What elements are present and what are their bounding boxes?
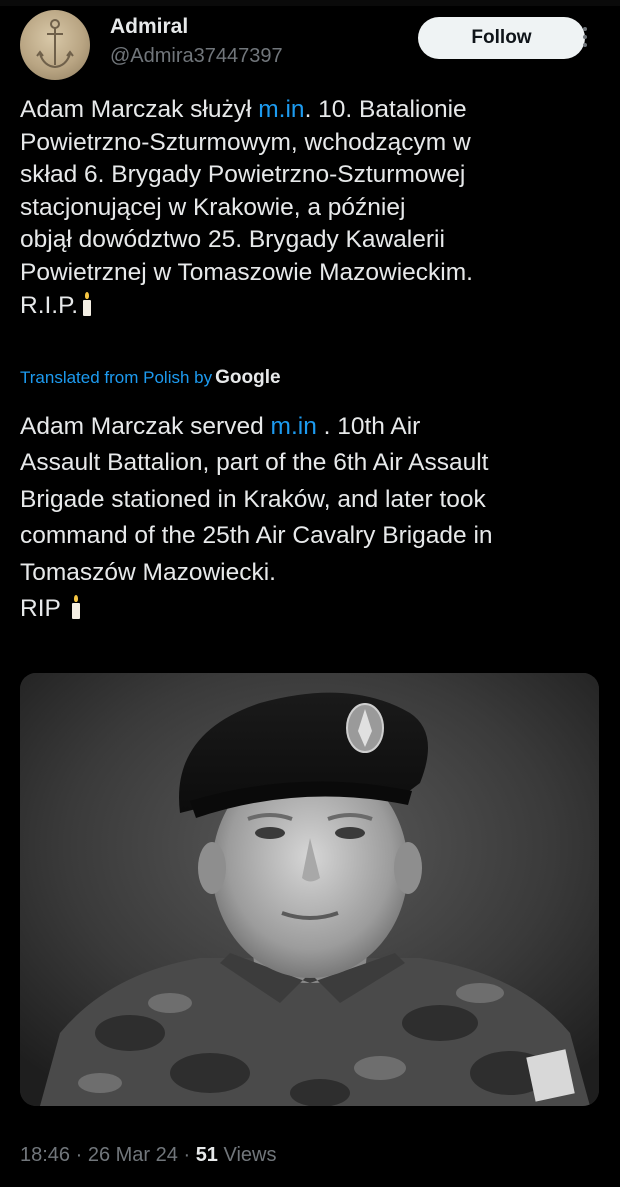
translation-part: Adam Marczak served [20, 413, 271, 440]
tweet-photo[interactable] [20, 673, 599, 1106]
author-handle[interactable]: @Admira37447397 [110, 45, 283, 67]
avatar[interactable] [20, 10, 90, 80]
google-logo-text: Google [215, 367, 281, 388]
meta-separator: · [70, 1144, 88, 1166]
tweet-time[interactable]: 18:46 [20, 1144, 71, 1166]
top-border [0, 0, 620, 6]
meta-separator: · [177, 1144, 196, 1166]
translation-part: . 10th Air Assault Battalion, part of the 6th Air Assault Brigade stationed in Kraków, and later took command of the 25th Air Cavalry Brigade in Tomaszów Mazowiecki. RIP [20, 413, 493, 623]
tweet-header [20, 10, 600, 80]
tweet-link[interactable]: m.in [258, 96, 305, 123]
translation-link[interactable]: m.in [270, 413, 317, 440]
tweet-translation-text [20, 409, 610, 627]
tweet-original-text [20, 94, 600, 322]
candle-icon [82, 292, 92, 316]
author-names [110, 14, 283, 69]
views-label: Views [217, 1144, 277, 1166]
tweet-text-part: Adam Marczak służył [20, 96, 259, 123]
views-count[interactable]: 51 [195, 1144, 218, 1166]
tweet-date[interactable]: 26 Mar 24 [87, 1144, 178, 1166]
portrait-photo [20, 673, 599, 1106]
translated-from-label[interactable]: Translated from Polish by [20, 368, 213, 387]
author-display-name[interactable]: Admiral [110, 15, 189, 38]
anchor-icon [20, 10, 90, 80]
more-options-icon[interactable] [578, 24, 592, 54]
translation-notice [20, 366, 281, 390]
candle-icon [71, 595, 81, 619]
tweet-text-part: . 10. Batalionie Powietrzno-Szturmowym, wchodzącym w skład 6. Brygady Powietrzno-Szturmowej stacjonującej w Krakowie, a później objął dowództwo 25. Brygady Kawalerii Powietrznej w Tomaszowie Mazowieckim. R.I.P. [20, 96, 473, 319]
tweet-meta [20, 1141, 276, 1169]
follow-button[interactable]: Follow [418, 17, 585, 59]
